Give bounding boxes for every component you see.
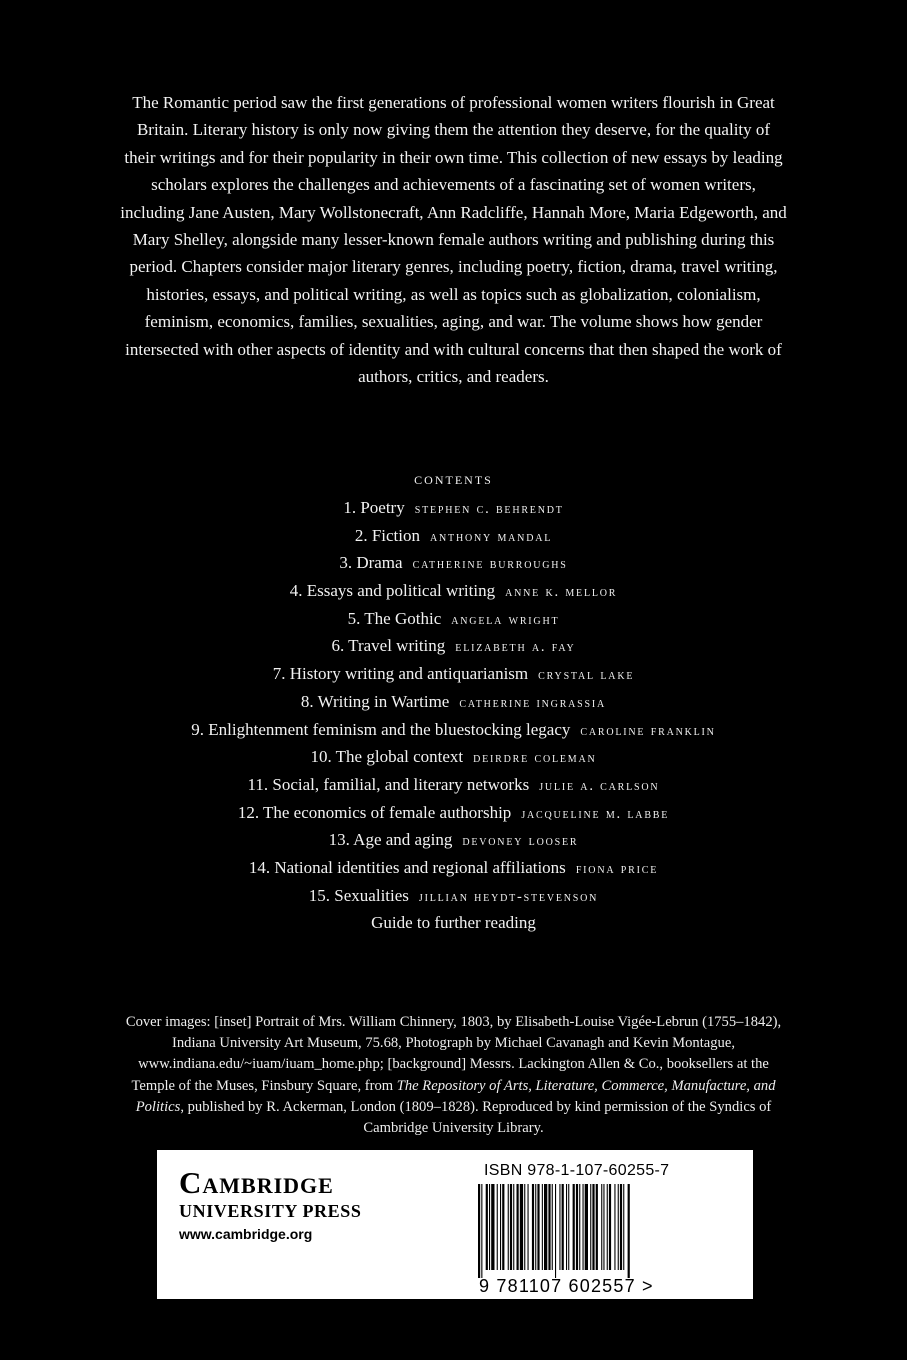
- contents-list: [0, 468, 907, 937]
- chapter-item: [0, 716, 907, 744]
- chapter-title: 9. Enlightenment feminism and the bluestocking legacy: [191, 719, 571, 739]
- chapter-title: 5. The Gothic: [347, 608, 442, 628]
- barcode-bar: [609, 1184, 611, 1270]
- chapter-item: [0, 605, 907, 633]
- barcode-bar: [566, 1184, 567, 1270]
- barcode-bar: [559, 1184, 560, 1270]
- chapter-author: angela wright: [451, 611, 560, 628]
- publisher-subtitle: UNIVERSITY PRESS: [179, 1201, 362, 1221]
- chapter-title: 2. Fiction: [354, 525, 420, 545]
- back-cover-blurb: The Romantic period saw the first generations of professional women writers flourish in Great Britain. Literary history is only now giving them the attention they deserve, for the quality of their writings and for their popularity in their own time. This collection of new essays by leading scholars explores the challenges and achievements of a fascinating set of women writers, including Jane Austen, Mary Wollstonecraft, Ann Radcliffe, Hannah More, Maria Edgeworth, and Mary Shelley, alongside many lesser-known female authors writing and publishing during this period. Chapters consider major literary genres, including poetry, fiction, drama, travel writing, histories, essays, and political writing, as well as topics such as globalization, colonialism, feminism, economics, families, sexualities, aging, and war. The volume shows how gender intersected with other aspects of identity and with cultural concerns that then shaped the work of authors, critics, and readers.: [120, 93, 787, 387]
- barcode-bar: [497, 1184, 498, 1270]
- chapter-title: 14. National identities and regional affiliations: [248, 857, 566, 877]
- contents-heading: contents: [414, 469, 493, 488]
- barcode-bar: [573, 1184, 575, 1270]
- barcode-bar: [520, 1184, 523, 1270]
- chapter-author: anthony mandal: [430, 528, 553, 545]
- chapter-author: julie a. carlson: [539, 777, 660, 794]
- barcode-bar: [585, 1184, 588, 1270]
- barcode-bar: [500, 1184, 501, 1270]
- barcode-bar: [592, 1184, 594, 1270]
- barcode-bar: [489, 1184, 490, 1270]
- isbn-label: ISBN 978-1-107-60255-7: [484, 1162, 670, 1179]
- chapter-author: anne k. mellor: [505, 584, 618, 601]
- chapter-item: [0, 826, 907, 854]
- barcode-image: [476, 1184, 720, 1278]
- chapter-author: crystal lake: [538, 667, 635, 684]
- chapter-title: 3. Drama: [339, 553, 403, 573]
- barcode-bar: [620, 1184, 622, 1270]
- barcode-bar: [537, 1184, 539, 1270]
- chapter-title: 12. The economics of female authorship: [237, 802, 512, 822]
- chapter-item: [0, 771, 907, 799]
- publisher-url[interactable]: www.cambridge.org: [179, 1226, 313, 1242]
- publisher-name: Cambridge: [179, 1165, 334, 1200]
- barcode-bar: [513, 1184, 514, 1270]
- chapter-title: 8. Writing in Wartime: [300, 691, 450, 711]
- chapter-title: Guide to further reading: [371, 913, 536, 933]
- chapter-item: [0, 577, 907, 605]
- chapter-item: [0, 882, 907, 910]
- barcode-bar: [502, 1184, 504, 1270]
- barcode-bar: [601, 1184, 602, 1270]
- chapter-author: catherine ingrassia: [459, 694, 607, 711]
- chapter-title: 10. The global context: [310, 747, 464, 767]
- barcode-bar: [568, 1184, 569, 1270]
- barcode-bar: [628, 1184, 630, 1278]
- barcode-bar: [623, 1184, 624, 1270]
- chapter-item: [0, 909, 907, 937]
- barcode-bar: [590, 1184, 591, 1270]
- chapter-item: [0, 743, 907, 771]
- barcode-bar: [579, 1184, 580, 1270]
- barcode-bar: [607, 1184, 608, 1270]
- barcode-bar: [508, 1184, 509, 1270]
- chapter-author: deirdre coleman: [473, 750, 597, 767]
- credits-italic-title: The Repository of Arts, Literature, Commerce, Manufacture, and Politics: [135, 1077, 776, 1115]
- chapter-author: jacqueline m. labbe: [521, 805, 670, 822]
- barcode-bar: [562, 1184, 564, 1270]
- barcode-bar: [618, 1184, 619, 1270]
- publisher-footer: [157, 1150, 753, 1299]
- barcode-bar: [555, 1184, 556, 1278]
- barcode-bar: [532, 1184, 534, 1270]
- cover-credits: [120, 1012, 787, 1139]
- barcode-bar: [603, 1184, 604, 1270]
- chapter-author: stephen c. behrendt: [414, 501, 564, 517]
- barcode-bar: [552, 1184, 553, 1270]
- chapter-item: [0, 688, 907, 716]
- barcode-bar: [596, 1184, 598, 1270]
- chapter-item: [0, 522, 907, 550]
- credits-text-1: Cover images: [inset] Portrait of Mrs. William Chinnery, 1803, by Elisabeth-Louise Vigée-Lebrun (1755–1842), Indiana University Art Museum, 75.68, Photograph by Michael Cavanagh and Kevin Montague, www.indiana.edu/~iuam/iuam_home.php; [background] Messrs. Lackington Allen & Co., booksellers at the Temple of the Muses, Finsbury Square, from: [125, 1014, 782, 1094]
- chapter-title: 1. Poetry: [343, 498, 405, 517]
- barcode-digits: 9 781107 602557 >: [479, 1276, 654, 1296]
- chapter-title: 7. History writing and antiquarianism: [272, 664, 529, 684]
- chapter-item: [0, 549, 907, 577]
- barcode-bar: [478, 1184, 480, 1278]
- chapter-item: [0, 854, 907, 882]
- barcode-bar: [528, 1184, 529, 1270]
- barcode-bar: [542, 1184, 543, 1270]
- chapter-author: caroline franklin: [580, 722, 716, 739]
- chapter-item: [0, 660, 907, 688]
- barcode-bar: [517, 1184, 519, 1270]
- chapter-author: devoney looser: [462, 833, 579, 850]
- chapter-author: jillian heydt-stevenson: [418, 888, 599, 905]
- barcode-bar: [614, 1184, 615, 1270]
- barcode-bar: [510, 1184, 512, 1270]
- chapter-title: 13. Age and aging: [328, 830, 453, 850]
- chapter-item: [0, 632, 907, 660]
- credits-text-2: , published by R. Ackerman, London (1809–1828). Reproduced by kind permission of the Syndics of Cambridge University Library.: [180, 1098, 772, 1137]
- barcode-bar: [535, 1184, 536, 1270]
- chapter-author: catherine burroughs: [412, 556, 568, 573]
- chapter-author: fiona price: [575, 860, 659, 877]
- barcode-bar: [481, 1184, 482, 1278]
- chapter-author: elizabeth a. fay: [455, 639, 576, 656]
- chapter-title: 11. Social, familial, and literary networks: [247, 774, 530, 794]
- barcode-bar: [486, 1184, 488, 1270]
- barcode-bar: [524, 1184, 525, 1270]
- chapter-item: [0, 799, 907, 827]
- chapter-title: 4. Essays and political writing: [289, 581, 496, 601]
- chapter-list: [0, 494, 907, 937]
- chapter-title: 15. Sexualities: [308, 885, 409, 905]
- barcode-bar: [544, 1184, 547, 1270]
- barcode-bar: [583, 1184, 584, 1270]
- barcode-bar: [576, 1184, 578, 1270]
- barcode-bar: [491, 1184, 494, 1270]
- chapter-item: [0, 494, 907, 522]
- chapter-title: 6. Travel writing: [331, 636, 446, 656]
- barcode-bar: [548, 1184, 550, 1270]
